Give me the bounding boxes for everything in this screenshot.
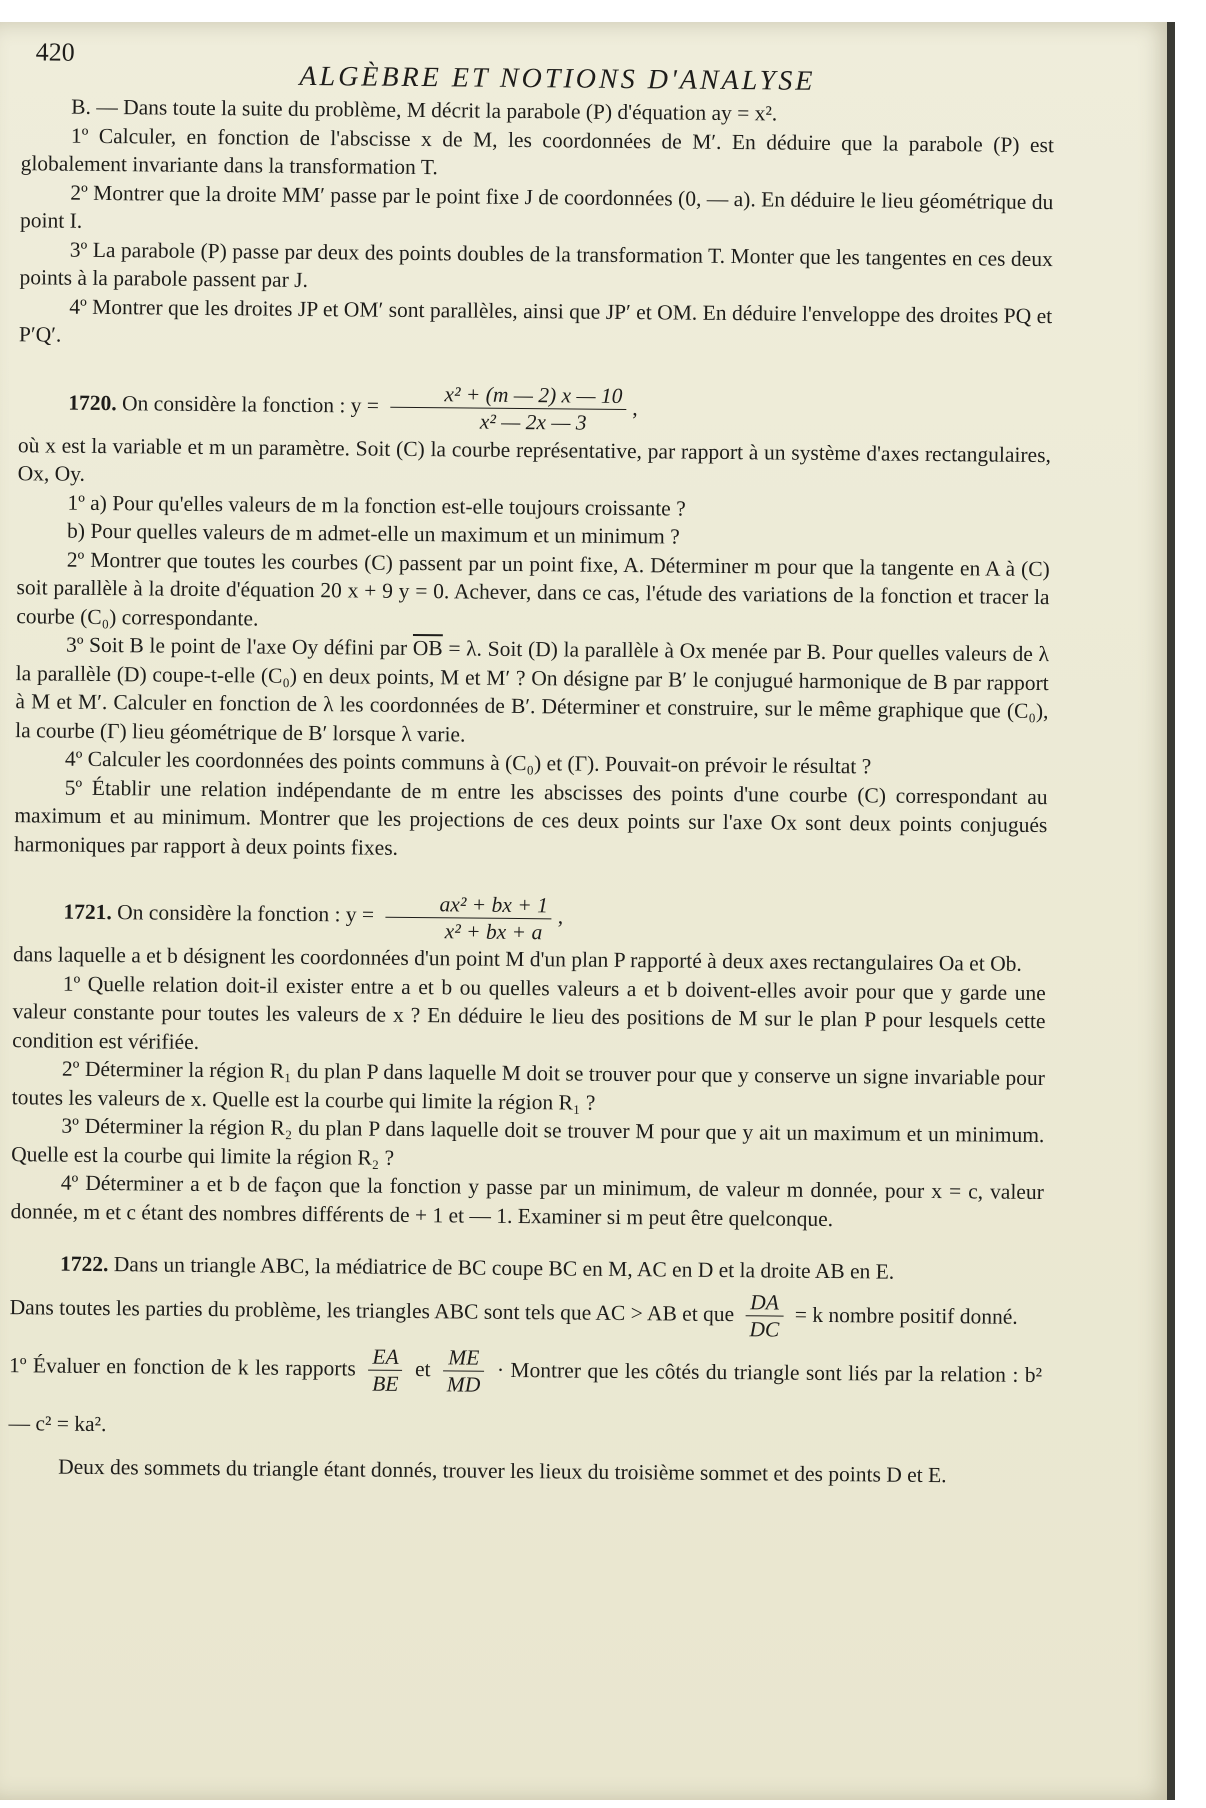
p1-text-b: = k nombre positif donné.	[794, 1302, 1018, 1329]
problem-1722-intro: Dans un triangle ABC, la médiatrice de BC coupe BC en M, AC en D et la droite AB en E.	[113, 1252, 895, 1284]
problem-1721-q2: 2º Déterminer la région R₁ du plan P dans laquelle M doit se trouver pour que y conserve un signe invariable pour toutes les valeurs de x. Quelle est la courbe qui limite la région R₁ ?	[11, 1056, 1046, 1115]
problem-1720-statement	[18, 373, 1052, 441]
function-comma: ,	[632, 395, 638, 420]
problem-1720-q1b: b) Pour quelles valeurs de m admet-elle un maximum et un minimum ?	[67, 518, 680, 549]
part-b-intro: B. — Dans toute la suite du problème, M décrit la parabole (P) d'équation ay = x².	[71, 94, 778, 126]
problem-1720-q3	[15, 630, 1049, 754]
q3-part-b: = λ. Soit (D) la parallèle à Ox menée par B. Pour quelles valeurs de λ la parallèle (D) coupe-t-elle (C₀) en deux points, M et M′ ? On désigne par B′ le conjugué harmonique de B par rapport à M et M′. Calculer en fonction de λ les coordonnées de B′. Déterminer et construire, sur le même graphique que (C₀), la courbe (Γ) lieu géométrique de B′ lorsque λ varie.	[15, 636, 1050, 746]
ratio-da-dc	[745, 1289, 783, 1342]
problem-1721-p1: dans laquelle a et b désignent les coordonnées d'un point M d'un plan P rapporté à deux axes rectangulaires Oa et Ob.	[12, 942, 1022, 976]
page-spine-edge	[1167, 22, 1175, 1800]
problem-1720-q4: 4º Calculer les coordonnées des points communs à (C₀) et (Γ). Pouvait-on prévoir le résultat ?	[64, 746, 872, 779]
part-b-q1: 1º Calculer, en fonction de l'abscisse x de M, les coordonnées de M′. En déduire que la parabole (P) est globalement invariante dans la transformation T.	[20, 123, 1054, 180]
problem-1720-q5: 5º Établir une relation indépendante de m entre les abscisses des points d'une courbe (C) correspondant au maximum et au minimum. Montrer que les projections de ces deux points sur l'axe Ox sont deux points conjugués harmoniques par rapport à deux points fixes.	[13, 775, 1048, 860]
problem-1722	[8, 1249, 1043, 1490]
p1-text-a: Dans toutes les parties du problème, les triangles ABC sont tels que AC > AB et que	[9, 1294, 735, 1326]
ratio-me-md	[443, 1344, 485, 1397]
ratio-numerator: EA	[368, 1344, 403, 1371]
problem-1721-statement	[13, 882, 1047, 950]
q1-text-b: · Montrer que les côtés du triangle sont liés par la relation : b² — c² = ka².	[8, 1357, 1043, 1436]
problem-1722-p1	[9, 1278, 1043, 1346]
problem-1720	[14, 373, 1052, 868]
problem-number: 1721.	[63, 899, 112, 925]
function-fraction	[390, 381, 626, 436]
part-b-q3: 3º La parabole (P) passe par deux des points doubles de la transformation T. Monter que les tangentes en ces deux points à la parabole passent par J.	[19, 237, 1053, 292]
ratio-denominator: MD	[446, 1372, 481, 1397]
problem-1722-q2: Deux des sommets du triangle étant donnés, trouver les lieux du troisième sommet et des points D et E.	[58, 1454, 947, 1487]
fraction-denominator: x² + bx + a	[444, 918, 543, 944]
problem-1721-q1: 1º Quelle relation doit-il exister entre a et b ou quelles valeurs a et b doivent-elles avoir pour que y garde une valeur constante pour toutes les valeurs de x ? En déduire le lieu des positions de M sur le plan P pour lesquels cette condition est vérifiée.	[12, 971, 1046, 1054]
problem-1722-q1	[8, 1336, 1042, 1462]
page-text	[0, 22, 1175, 1491]
fraction-numerator: ax² + bx + 1	[385, 890, 552, 919]
problem-1721-q3: 3º Déterminer la région R₂ du plan P dans laquelle doit se trouver M pour que y ait un maximum et un minimum. Quelle est la courbe qui limite la région R₂ ?	[11, 1113, 1045, 1170]
function-intro: On considère la fonction : y =	[117, 900, 375, 927]
problem-1721-q4: 4º Déterminer a et b de façon que la fonction y passe par un minimum, de valeur m donnée, pour x = c, valeur donnée, m et c étant des nombres différents de + 1 et — 1. Examiner si m peut être quelconque.	[10, 1170, 1044, 1231]
function-fraction	[385, 890, 552, 945]
ratio-denominator: BE	[372, 1371, 399, 1396]
problem-1721	[10, 882, 1046, 1235]
q1-and: et	[414, 1356, 431, 1381]
problem-1720-q1a: 1º a) Pour qu'elles valeurs de m la fonction est-elle toujours croissante ?	[67, 490, 686, 521]
problem-1720-q2: 2º Montrer que toutes les courbes (C) passent par un point fixe, A. Déterminer m pour que la tangente en A à (C) soit parallèle à la droite d'équation 20 x + 9 y = 0. Achever, dans ce cas, l'étude des variations de la fonction et tracer la courbe (C₀) correspondante.	[16, 547, 1050, 631]
fraction-denominator: x² — 2x — 3	[479, 409, 587, 435]
part-b	[19, 92, 1054, 358]
page-number: 420	[35, 37, 75, 67]
page-header	[0, 22, 1175, 103]
ratio-numerator: DA	[746, 1289, 784, 1316]
problem-number: 1720.	[68, 390, 117, 415]
function-intro: On considère la fonction : y =	[121, 390, 380, 418]
running-title: ALGÈBRE ET NOTIONS D'ANALYSE	[299, 60, 816, 97]
part-b-q4: 4º Montrer que les droites JP et OM′ sont parallèles, ainsi que JP′ et OM. En déduire l'enveloppe des droites PQ et P′Q′.	[18, 294, 1053, 347]
q3-part-a: 3º Soit B le point de l'axe Oy défini par	[65, 632, 413, 660]
fraction-numerator: x² + (m — 2) x — 10	[390, 381, 626, 410]
part-b-q2: 2º Montrer que la droite MM′ passe par le point fixe J de coordonnées (0, — a). En déduire le lieu géométrique du point I.	[19, 180, 1054, 233]
ratio-denominator: DC	[749, 1317, 780, 1342]
book-page	[0, 22, 1175, 1800]
function-comma: ,	[557, 904, 564, 929]
ratio-ea-be	[368, 1344, 403, 1397]
ratio-numerator: ME	[443, 1344, 485, 1371]
problem-1720-p1: où x est la variable et m un paramètre. Soit (C) la courbe représentative, par rapport à un système d'axes rectangulaires, Ox, Oy.	[17, 432, 1052, 486]
page-content	[0, 92, 1174, 1491]
ob-segment: $\overline{OB}$	[412, 635, 443, 661]
problem-number: 1722.	[59, 1251, 109, 1277]
q1-text-a: 1º Évaluer en fonction de k les rapports	[8, 1352, 356, 1380]
